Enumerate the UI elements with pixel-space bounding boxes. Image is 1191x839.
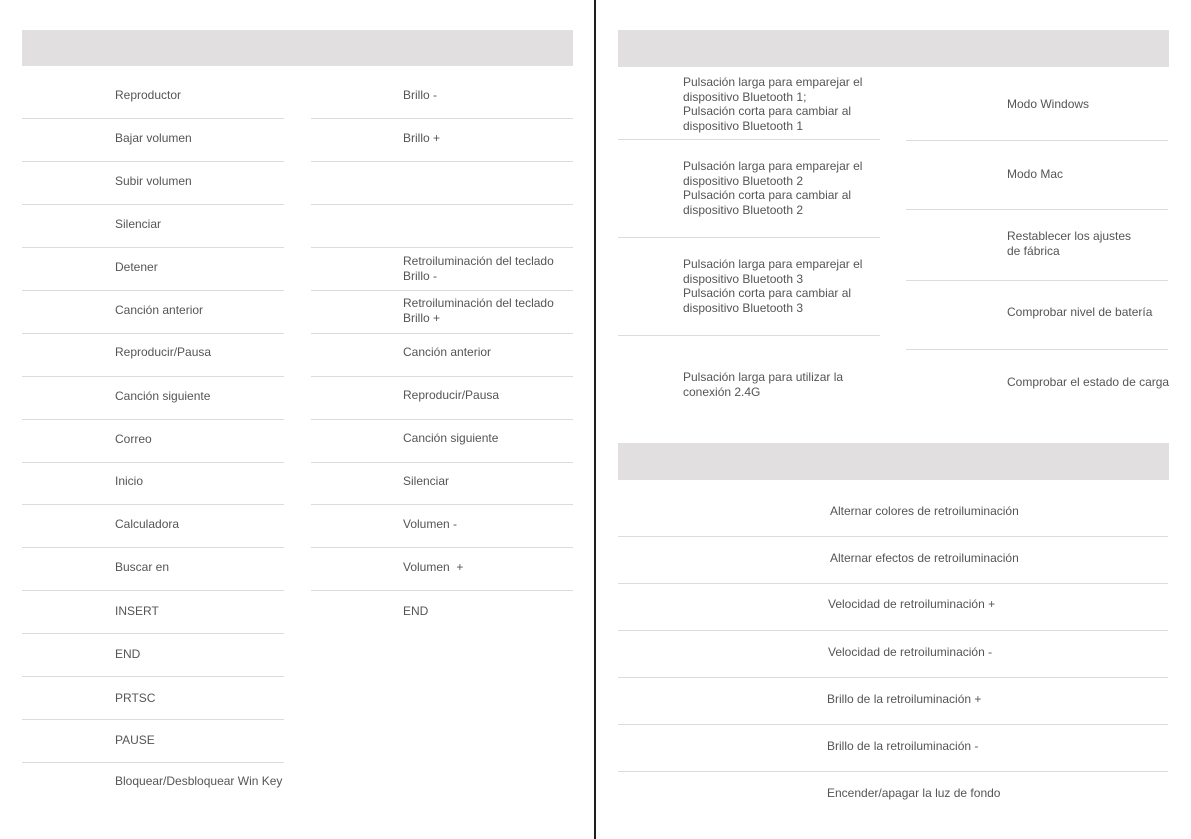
function-label: Calculadora [115,517,180,531]
function-label: Volumen + [403,560,464,574]
row-divider [22,762,284,763]
function-label: Silenciar [403,474,450,488]
row-divider [22,204,284,205]
row-divider [311,161,573,162]
row-divider [22,247,284,248]
backlight-function: Encender/apagar la luz de fondo [827,786,1001,800]
row-divider [906,349,1168,350]
row-divider [906,280,1168,281]
function-label: END [403,604,429,618]
row-divider [618,724,1168,725]
mode-function: Restablecer los ajustes de fábrica [1007,229,1132,258]
function-label: INSERT [115,604,159,618]
backlight-function: Velocidad de retroiluminación + [828,597,996,611]
function-label: Canción anterior [115,303,204,317]
row-divider [618,237,880,238]
row-divider [22,590,284,591]
row-divider [618,677,1168,678]
row-divider [906,209,1168,210]
function-label: Detener [115,260,158,274]
function-label: PRTSC [115,691,156,705]
row-divider [311,204,573,205]
row-divider [22,118,284,119]
left-header-band [22,30,573,66]
function-label: Canción siguiente [403,431,499,445]
row-divider [22,419,284,420]
mode-function: Comprobar el estado de carga [1007,375,1170,389]
function-label: Retroiluminación del teclado Brillo + [403,296,554,325]
function-label: PAUSE [115,733,155,747]
bluetooth-function: Pulsación larga para emparejar el dispositivo Bluetooth 2 Pulsación corta para cambiar al dispositivo Bluetooth 2 [683,159,863,217]
backlight-function: Velocidad de retroiluminación - [828,645,993,659]
row-divider [311,118,573,119]
row-divider [311,333,573,334]
row-divider [311,376,573,377]
row-divider [311,547,573,548]
row-divider [618,139,880,140]
row-divider [22,633,284,634]
row-divider [618,536,1168,537]
backlight-function: Alternar colores de retroiluminación [830,504,1019,518]
bluetooth-function: Pulsación larga para utilizar la conexión 2.4G [683,370,844,399]
function-label: Buscar en [115,560,170,574]
function-label: Canción siguiente [115,389,211,403]
row-divider [22,719,284,720]
bluetooth-function: Pulsación larga para emparejar el dispositivo Bluetooth 3 Pulsación corta para cambiar al dispositivo Bluetooth 3 [683,257,863,315]
backlight-function: Alternar efectos de retroiluminación [830,551,1019,565]
row-divider [22,462,284,463]
row-divider [22,376,284,377]
function-label: Correo [115,432,152,446]
function-label: Retroiluminación del teclado Brillo - [403,254,554,283]
right-header-band-bottom [618,443,1169,480]
mode-function: Comprobar nivel de batería [1007,305,1153,319]
row-divider [311,419,573,420]
row-divider [618,335,880,336]
function-label: Reproducir/Pausa [115,345,212,359]
row-divider [311,590,573,591]
function-label: Brillo - [403,88,438,102]
function-label: Bajar volumen [115,131,192,145]
backlight-function: Brillo de la retroiluminación + [827,692,982,706]
function-label: Reproductor [115,88,182,102]
row-divider [22,290,284,291]
row-divider [22,333,284,334]
row-divider [311,504,573,505]
page-divider [594,0,596,839]
row-divider [311,290,573,291]
right-header-band-top [618,30,1169,67]
row-divider [311,462,573,463]
bluetooth-function: Pulsación larga para emparejar el dispositivo Bluetooth 1; Pulsación corta para cambiar al dispositivo Bluetooth 1 [683,75,863,133]
function-label: Canción anterior [403,345,492,359]
row-divider [22,504,284,505]
function-label: Volumen - [403,517,458,531]
row-divider [22,161,284,162]
row-divider [311,247,573,248]
row-divider [618,630,1168,631]
row-divider [618,583,1168,584]
row-divider [22,547,284,548]
row-divider [22,676,284,677]
function-label: Reproducir/Pausa [403,388,500,402]
row-divider [906,140,1168,141]
function-label: Brillo + [403,131,441,145]
mode-function: Modo Mac [1007,167,1064,181]
backlight-function: Brillo de la retroiluminación - [827,739,979,753]
function-label: Bloquear/Desbloquear Win Key [115,774,283,788]
row-divider [618,771,1168,772]
function-label: Subir volumen [115,174,192,188]
function-label: Inicio [115,474,144,488]
function-label: END [115,647,141,661]
mode-function: Modo Windows [1007,97,1090,111]
function-label: Silenciar [115,217,162,231]
